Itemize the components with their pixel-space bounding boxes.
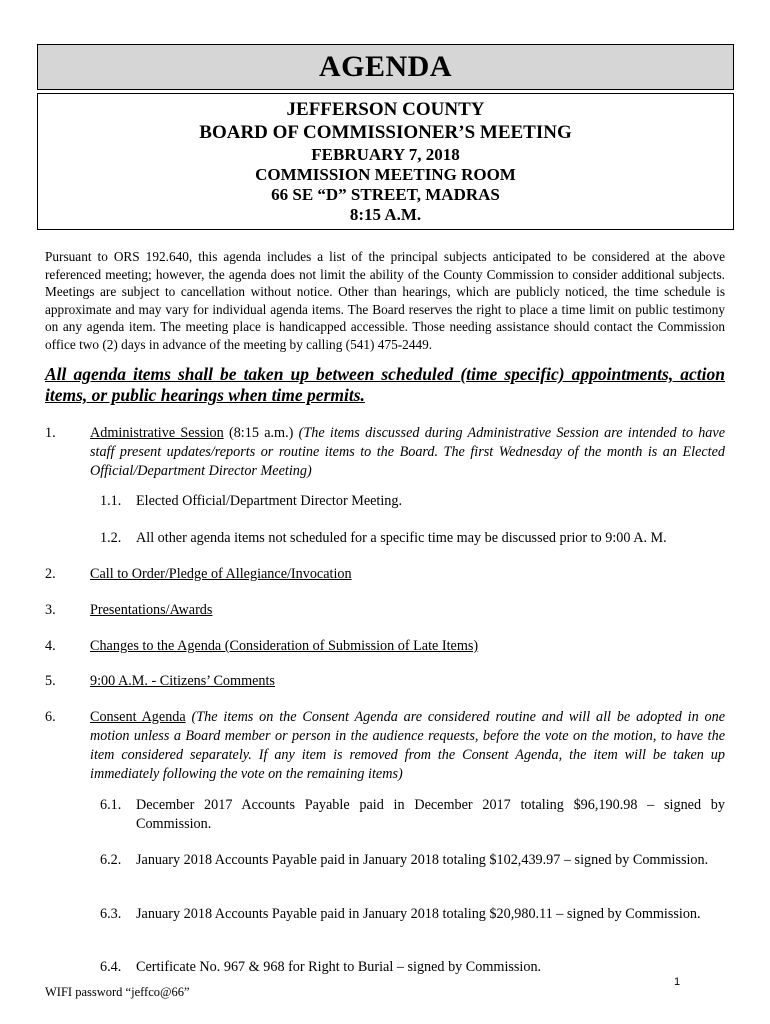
item-title: Changes to the Agenda (Consideration of Submission of Late Items)	[90, 638, 479, 654]
agenda-title-box	[37, 44, 734, 90]
subitem-text: Certificate No. 967 & 968 for Right to Burial – signed by Commission.	[136, 959, 542, 975]
item-title: Presentations/Awards	[90, 602, 213, 618]
agenda-item-1	[45, 424, 725, 481]
agenda-item-6	[45, 708, 725, 784]
item-note: (The items on the Consent Agenda are considered routine and will all be adopted in one motion unless a Board member or person in the audience requests, before the vote on the motion, to have the item considered separately. If any item is removed from the Consent Agenda, the item will be taken up immediately following the vote on the remaining items)	[90, 709, 725, 782]
subitem-number: 6.3.	[100, 906, 122, 922]
meeting-date: FEBRUARY 7, 2018	[311, 145, 460, 164]
meeting-time: 8:15 A.M.	[349, 205, 422, 224]
item-note: (The items discussed during Administrative Session are intended to have staff present updates/reports or routine items to the Board. The first Wednesday of the month is an Elected Official/Department Director Meeting)	[90, 425, 725, 479]
item-number: 6.	[45, 709, 56, 725]
subitem-text: January 2018 Accounts Payable paid in January 2018 totaling $102,439.97 – signed by Commission.	[136, 852, 709, 868]
subitem-text: All other agenda items not scheduled for a specific time may be discussed prior to 9:00 A. M.	[136, 530, 667, 546]
item-title: Consent Agenda	[90, 709, 186, 725]
agenda-item-3	[45, 601, 725, 620]
intro-paragraph: Pursuant to ORS 192.640, this agenda includes a list of the principal subjects anticipated to be considered at the above referenced meeting; however, the agenda does not limit the ability of the County Commission to consider additional subjects. Meetings are subject to cancellation without notice. Other than hearings, which are publicly noticed, the time schedule is approximate and may vary for individual agenda items. The Board reserves the right to place a time limit on public testimony on any agenda item. The meeting place is handicapped accessible. Those needing assistance should contact the Commission office two (2) days in advance of the meeting by calling (541) 475-2449.	[45, 249, 725, 352]
subitem-number: 6.2.	[100, 852, 122, 868]
item-number: 2.	[45, 566, 56, 582]
subitem-text: January 2018 Accounts Payable paid in January 2018 totaling $20,980.11 – signed by Commission.	[136, 906, 701, 922]
item-title: Administrative Session	[90, 425, 224, 441]
subitem-text: December 2017 Accounts Payable paid in December 2017 totaling $96,190.98 – signed by Commission.	[136, 797, 725, 832]
item-time: (8:15 a.m.)	[223, 425, 299, 441]
item-number: 4.	[45, 638, 56, 654]
item-number: 1.	[45, 425, 56, 441]
item-number: 5.	[45, 673, 56, 689]
agenda-subitem-1-1	[100, 492, 725, 511]
item-title: 9:00 A.M. - Citizens’ Comments	[90, 673, 275, 689]
agenda-item-2	[45, 565, 725, 584]
meeting-info-box	[37, 93, 734, 230]
agenda-subitem-6-4	[100, 958, 725, 977]
item-number: 3.	[45, 602, 56, 618]
agenda-item-4	[45, 637, 725, 656]
county-name: JEFFERSON COUNTY	[286, 99, 485, 120]
agenda-subitem-1-2	[100, 529, 725, 548]
agenda-item-5	[45, 672, 725, 691]
meeting-room: COMMISSION MEETING ROOM	[255, 165, 516, 184]
subitem-number: 1.1.	[100, 493, 122, 509]
item-title: Call to Order/Pledge of Allegiance/Invocation	[90, 566, 352, 582]
meeting-name: BOARD OF COMMISSIONER’S MEETING	[199, 122, 572, 143]
subitem-number: 1.2.	[100, 530, 122, 546]
subitem-number: 6.1.	[100, 797, 122, 813]
agenda-subitem-6-2	[100, 851, 725, 870]
agenda-title: AGENDA	[318, 50, 452, 83]
subitem-text: Elected Official/Department Director Meeting.	[136, 493, 403, 509]
page-number: 1	[674, 976, 681, 988]
wifi-password-footer: WIFI password “jeffco@66”	[45, 985, 190, 999]
scheduling-notice: All agenda items shall be taken up between scheduled (time specific) appointments, action items, or public hearings when time permits.	[45, 364, 725, 405]
agenda-subitem-6-3	[100, 905, 725, 924]
subitem-number: 6.4.	[100, 959, 122, 975]
meeting-address: 66 SE “D” STREET, MADRAS	[271, 185, 500, 204]
agenda-subitem-6-1	[100, 796, 725, 834]
